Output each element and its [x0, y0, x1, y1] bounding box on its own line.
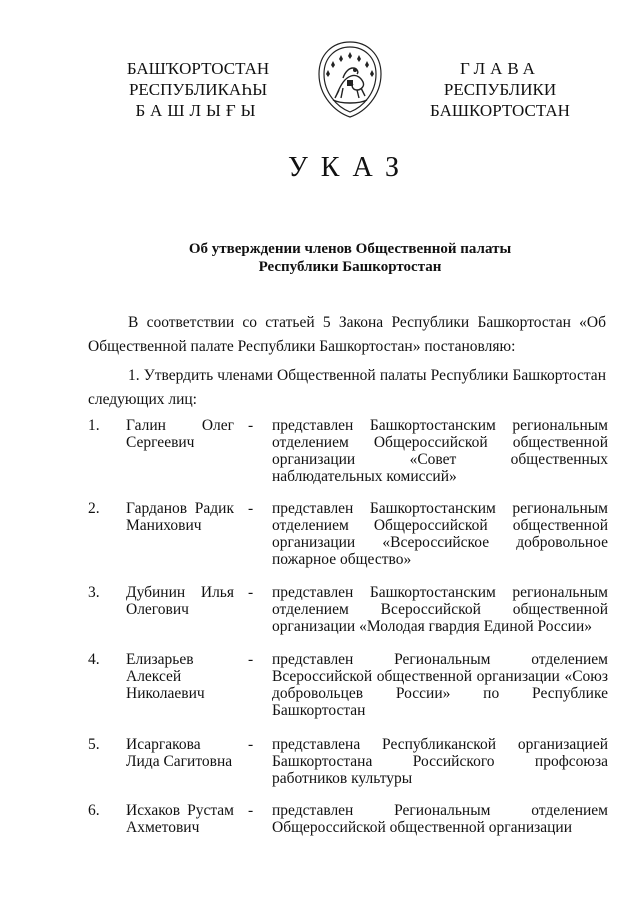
- header-right-title: [415, 58, 585, 121]
- member-name: Исхаков Рустам Ахметович: [126, 802, 234, 836]
- document-type-title: УКАЗ: [287, 152, 413, 183]
- member-dash: -: [248, 736, 254, 753]
- member-name: Исаргакова Лида Сагитовна: [126, 736, 233, 770]
- member-description: представлен Региональным отделением Общероссийской общественной организации: [272, 802, 608, 836]
- member-number: 6.: [88, 802, 100, 819]
- document-subject-line-1: Об утверждении членов Общественной палаты: [188, 241, 512, 257]
- member-dash: -: [248, 584, 254, 601]
- clause-1-paragraph: 1. Утвердить членами Общественной палаты Республики Башкортостан следующих лиц:: [88, 367, 606, 408]
- header-left-line-2: РЕСПУБЛИКАҺЫ: [128, 80, 268, 99]
- member-description: представлен Башкортостанским региональным отделением Всероссийской общественной организации «Молодая гвардия Единой России»: [272, 584, 608, 635]
- header-left-title: [110, 58, 286, 121]
- member-dash: -: [248, 651, 254, 668]
- member-description: представлена Республиканской организацией Башкортостана Российского профсоюза работников культуры: [272, 736, 608, 787]
- header-right-line-2: РЕСПУБЛИКИ: [443, 80, 557, 99]
- header-right-line-3: БАШКОРТОСТАН: [430, 101, 570, 120]
- member-number: 4.: [88, 651, 100, 668]
- document-subject: [90, 240, 610, 276]
- document-subject-line-2: Республики Башкортостан: [258, 259, 442, 275]
- member-description: представлен Региональным отделением Всероссийской общественной организации «Союз добровольцев России» по Республике Башкортостан: [272, 651, 608, 719]
- member-number: 5.: [88, 736, 100, 753]
- member-dash: -: [248, 802, 254, 819]
- header-left-line-3: БАШЛЫҒЫ: [135, 101, 261, 120]
- member-name: Елизарьев Алексей Николаевич: [126, 651, 205, 702]
- header-left-line-1: БАШҠОРТОСТАН: [126, 59, 270, 78]
- member-name: Дубинин Илья Олегович: [126, 584, 234, 618]
- member-number: 2.: [88, 500, 100, 517]
- coat-of-arms-icon: [313, 38, 387, 120]
- member-description: представлен Башкортостанским региональным отделением Общероссийской общественной организации «Совет общественных наблюдательных комиссий»: [272, 417, 608, 485]
- member-number: 3.: [88, 584, 100, 601]
- member-dash: -: [248, 500, 254, 517]
- member-name: Гарданов Радик Манихович: [126, 500, 234, 534]
- member-description: представлен Башкортостанским региональным отделением Общероссийской общественной организации «Всероссийское добровольное пожарное общество»: [272, 500, 608, 568]
- member-name: Галин Олег Сергеевич: [126, 417, 234, 451]
- member-number: 1.: [88, 417, 100, 434]
- header-right-line-1: ГЛАВА: [460, 59, 540, 78]
- preamble-paragraph: В соответствии со статьей 5 Закона Республики Башкортостан «Об Общественной палате Республики Башкортостан» постановляю:: [88, 314, 606, 355]
- member-dash: -: [248, 417, 254, 434]
